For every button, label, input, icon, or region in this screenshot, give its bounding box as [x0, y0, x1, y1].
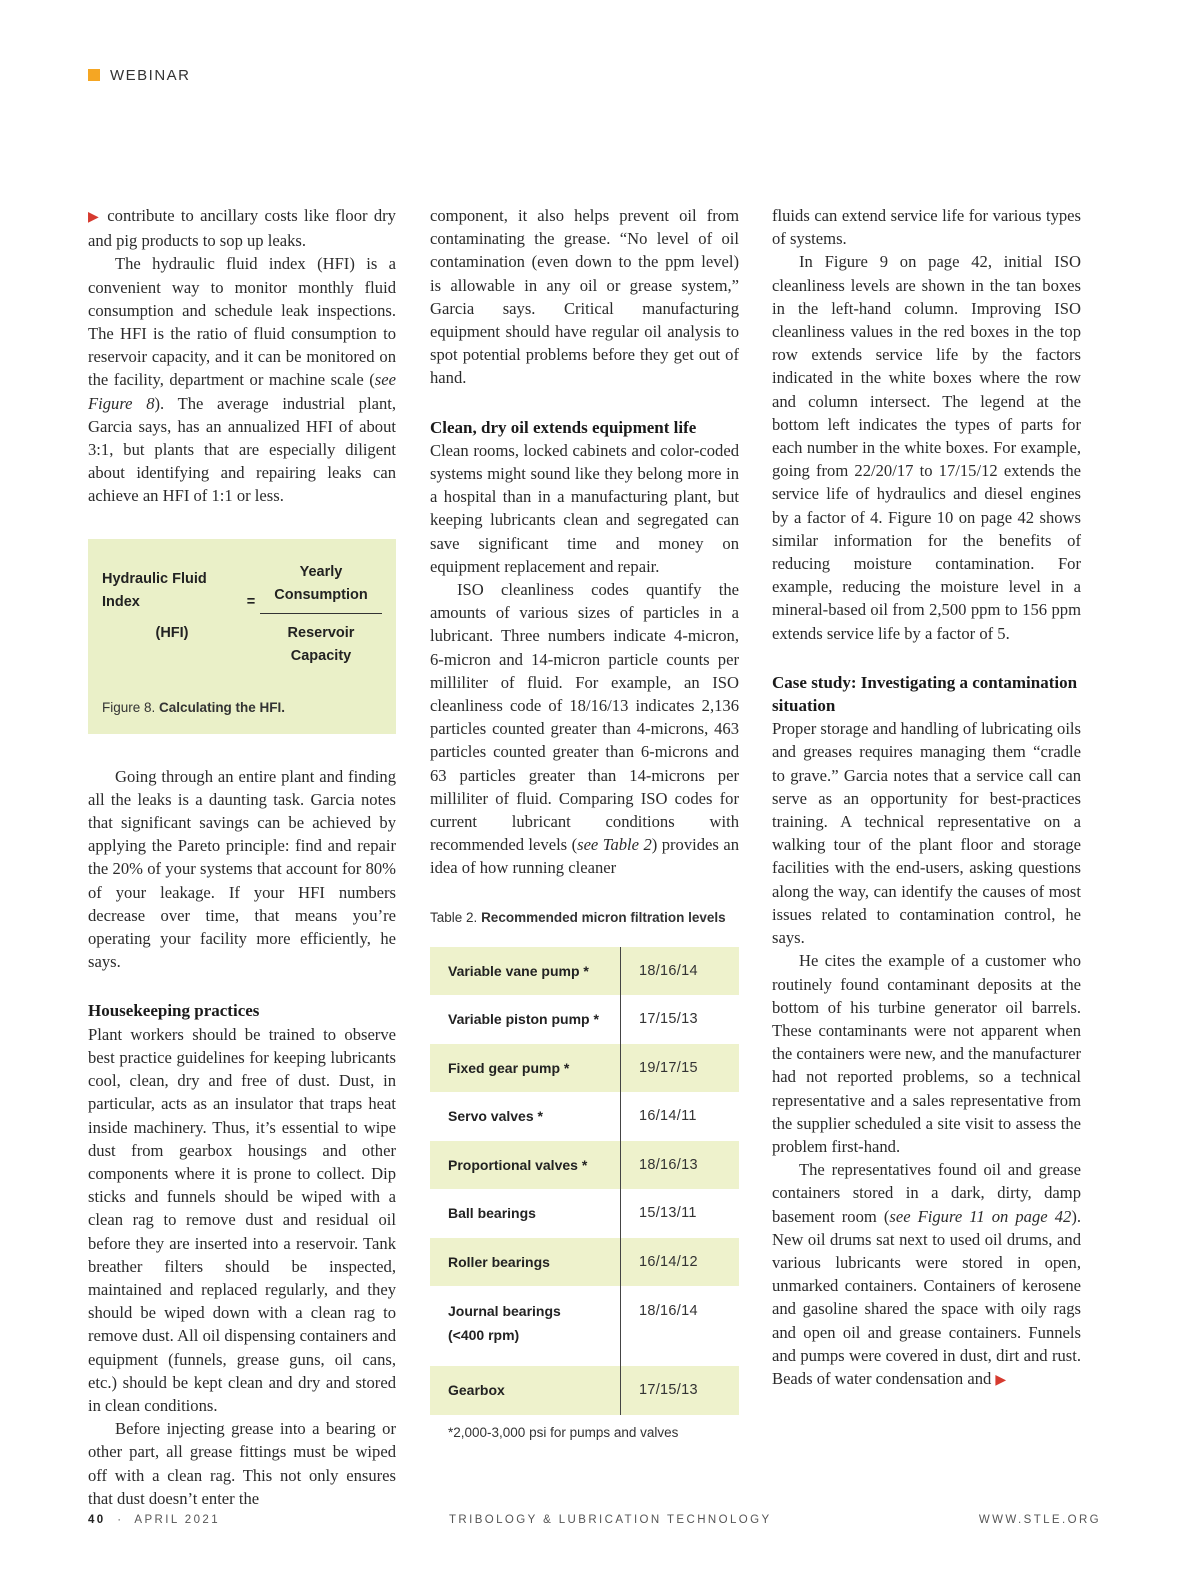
col3-paragraph-1: fluids can extend service life for various types of systems. — [772, 206, 1081, 249]
figure-11-reference: see Figure 11 on page 42 — [889, 1206, 1072, 1226]
heading-housekeeping: Housekeeping practices — [88, 1001, 260, 1021]
column-3 — [772, 204, 1081, 1392]
hfi-equation-top — [102, 561, 382, 614]
hfi-abbrev: (HFI) — [155, 625, 189, 642]
magazine-name: TRIBOLOGY & LUBRICATION TECHNOLOGY — [449, 1514, 772, 1526]
section-label: WEBINAR — [110, 66, 191, 84]
hfi-denominator: Reservoir Capacity — [287, 625, 355, 665]
section-tag — [88, 66, 191, 84]
section-square-icon — [88, 69, 100, 81]
table-2-footnote: *2,000-3,000 psi for pumps and valves — [448, 1424, 679, 1440]
hfi-equation-bottom — [102, 622, 382, 668]
col3-paragraph-2: In Figure 9 on page 42, initial ISO cleanliness levels are shown in the tan boxes in the left-hand column. Improving ISO cleanliness values in the red boxes in the top row extends service life by the factors indicated in the white boxes where the row and column intersect. The legend at the bottom left indicates the types of parts for each number in the white boxes. For example, going from 22/20/17 to 17/15/12 extends the service life of hydraulics and diesel engines by a factor of 4. Figure 10 on page 42 shows similar information for the benefits of reducing moisture contamination. For example, reducing the moisture level in a mineral-based oil from 2,500 ppm to 156 ppm extends service life by a factor of 5. — [772, 252, 1081, 643]
col2-paragraph-3: ISO cleanliness codes quantify the amounts of various sizes of particles in a lubricant. Three numbers indicate 4-micron, 6-micron and 14-micron particle counts per milliliter of fluid. For example, an ISO cleanliness code of 18/16/13 indicates 2,136 particles counted greater than 4-microns, 463 particles counted greater than 6-microns and 63 particles greater than 14-microns per milliliter of fluid. Comparing ISO codes for current lubricant conditions with recommended levels (see Table 2) provides an idea of how running cleaner — [430, 580, 739, 878]
hfi-numerator: Yearly Consumption — [260, 561, 382, 614]
col1-paragraph-3: Going through an entire plant and finding all the leaks is a daunting task. Garcia notes that significant savings can be achieved by applying the Pareto principle: find and repair the 20% of your systems that account for 80% of your leakage. If your HFI numbers decrease over time, that means you’re operating your facility more efficiently, he says. — [88, 766, 396, 972]
col1-paragraph-1: ▶ contribute to ancillary costs like floor dry and pig products to sop up leaks. — [88, 206, 396, 251]
continued-from-arrow-icon: ▶ — [88, 209, 101, 225]
table-row: Journal bearings (<400 rpm) 18/16/14 — [430, 1286, 739, 1366]
table-row: Servo valves * 16/14/11 — [430, 1092, 739, 1141]
figure-8-box — [88, 539, 396, 734]
hfi-label: Hydraulic Fluid Index — [102, 570, 207, 610]
issue-date: APRIL 2021 — [134, 1514, 220, 1526]
heading-clean-dry-oil: Clean, dry oil extends equipment life — [430, 417, 697, 437]
footer-separator: · — [117, 1514, 124, 1526]
table-row: Ball bearings 15/13/11 — [430, 1189, 739, 1238]
table-row: Gearbox 17/15/13 — [430, 1366, 739, 1415]
col3-paragraph-3: Proper storage and handling of lubricating oils and greases requires managing them “cradle to grave.” Garcia notes that a service call can serve as an opportunity for best-practices training. A technical representative on a walking tour of the plant floor and storage facilities with the end-users, asking questions along the way, can identify the causes of most issues related to contamination control, he says. — [772, 719, 1081, 948]
table-row: Variable piston pump * 17/15/13 — [430, 995, 739, 1044]
table-2 — [430, 947, 739, 1415]
col1-paragraph-4: Plant workers should be trained to observe best practice guidelines for keeping lubricants cool, clean, dry and free of dust. Dust, in particular, acts as an insulator that traps heat inside machinery. Thus, it’s essential to wipe dust from gearbox housings and other components where it is prone to collect. Dip sticks and funnels should be wiped with a clean rag to remove dust and residual oil before they are inserted into a reservoir. Tank breather filters should be inspected, maintained and replaced regularly, and they should be wiped down with a clean rag to remove dust. All oil dispensing containers and equipment (funnels, grease guns, oil cans, etc.) should be kept clean and dry and stored in clean conditions. — [88, 1024, 396, 1415]
table-row: Proportional valves * 18/16/13 — [430, 1141, 739, 1190]
col1-paragraph-2: The hydraulic fluid index (HFI) is a convenient way to monitor monthly fluid consumption and schedule leak inspections. The HFI is the ratio of fluid consumption to reservoir capacity, and it can be monitored on the facility, department or machine scale (see Figure 8). The average industrial plant, Garcia says, has an annualized HFI of about 3:1, but plants that are especially diligent about identifying and repairing leaks can achieve an HFI of 1:1 or less. — [88, 254, 396, 506]
table-2-reference: see Table 2 — [577, 835, 652, 855]
equals-sign: = — [246, 593, 256, 610]
col2-paragraph-2: Clean rooms, locked cabinets and color-coded systems might sound like they belong more in a hospital than in a manufacturing plant, but keeping lubricants clean and segregated can save significant time and money on equipment replacement and repair. — [430, 440, 739, 576]
table-2-caption: Table 2. Recommended micron filtration levels — [430, 909, 726, 925]
figure-8-reference: see Figure 8 — [88, 370, 396, 413]
col1-paragraph-5: Before injecting grease into a bearing or other part, all grease fittings must be wiped off with a clean rag. This not only ensures that dust doesn’t enter the — [88, 1419, 396, 1508]
website-url: WWW.STLE.ORG — [978, 1514, 1101, 1526]
figure-8-caption: Figure 8. Calculating the HFI. — [102, 700, 286, 716]
column-1 — [88, 204, 396, 1510]
table-row: Fixed gear pump * 19/17/15 — [430, 1044, 739, 1093]
table-row: Roller bearings 16/14/12 — [430, 1238, 739, 1287]
table-row: Variable vane pump * 18/16/14 — [430, 947, 739, 996]
column-2 — [430, 204, 739, 1444]
footer-page-info — [88, 1514, 220, 1526]
col3-paragraph-4: He cites the example of a customer who routinely found contaminant deposits at the bottom of his turbine generator oil barrels. These contaminants were not apparent when the containers were new, and the manufacturer had not reported problems, so a technical representative and a sales representative from the supplier scheduled a site visit to assess the problem first-hand. — [772, 951, 1081, 1156]
heading-case-study: Case study: Investigating a contamination situation — [772, 672, 1078, 716]
col3-paragraph-5: The representatives found oil and grease containers stored in a dark, dirty, damp basement room (see Figure 11 on page 42). New oil drums sat next to used oil drums, and various lubricants were stored in open, unmarked containers. Containers of kerosene and gasoline shared the space with oily rags and open oil and grease containers. Funnels and pumps were covered in dust, dirt and rust. Beads of water condensation and ▶ — [772, 1160, 1081, 1388]
continued-arrow-icon: ▶ — [995, 1371, 1007, 1388]
col2-paragraph-1: component, it also helps prevent oil from contaminating the grease. “No level of oil contamination (even down to the ppm level) is allowable in any oil or grease system,” Garcia says. Critical manufacturing equipment should have regular oil analysis to spot potential problems before they get out of hand. — [430, 206, 739, 388]
page-number: 40 — [88, 1514, 106, 1526]
